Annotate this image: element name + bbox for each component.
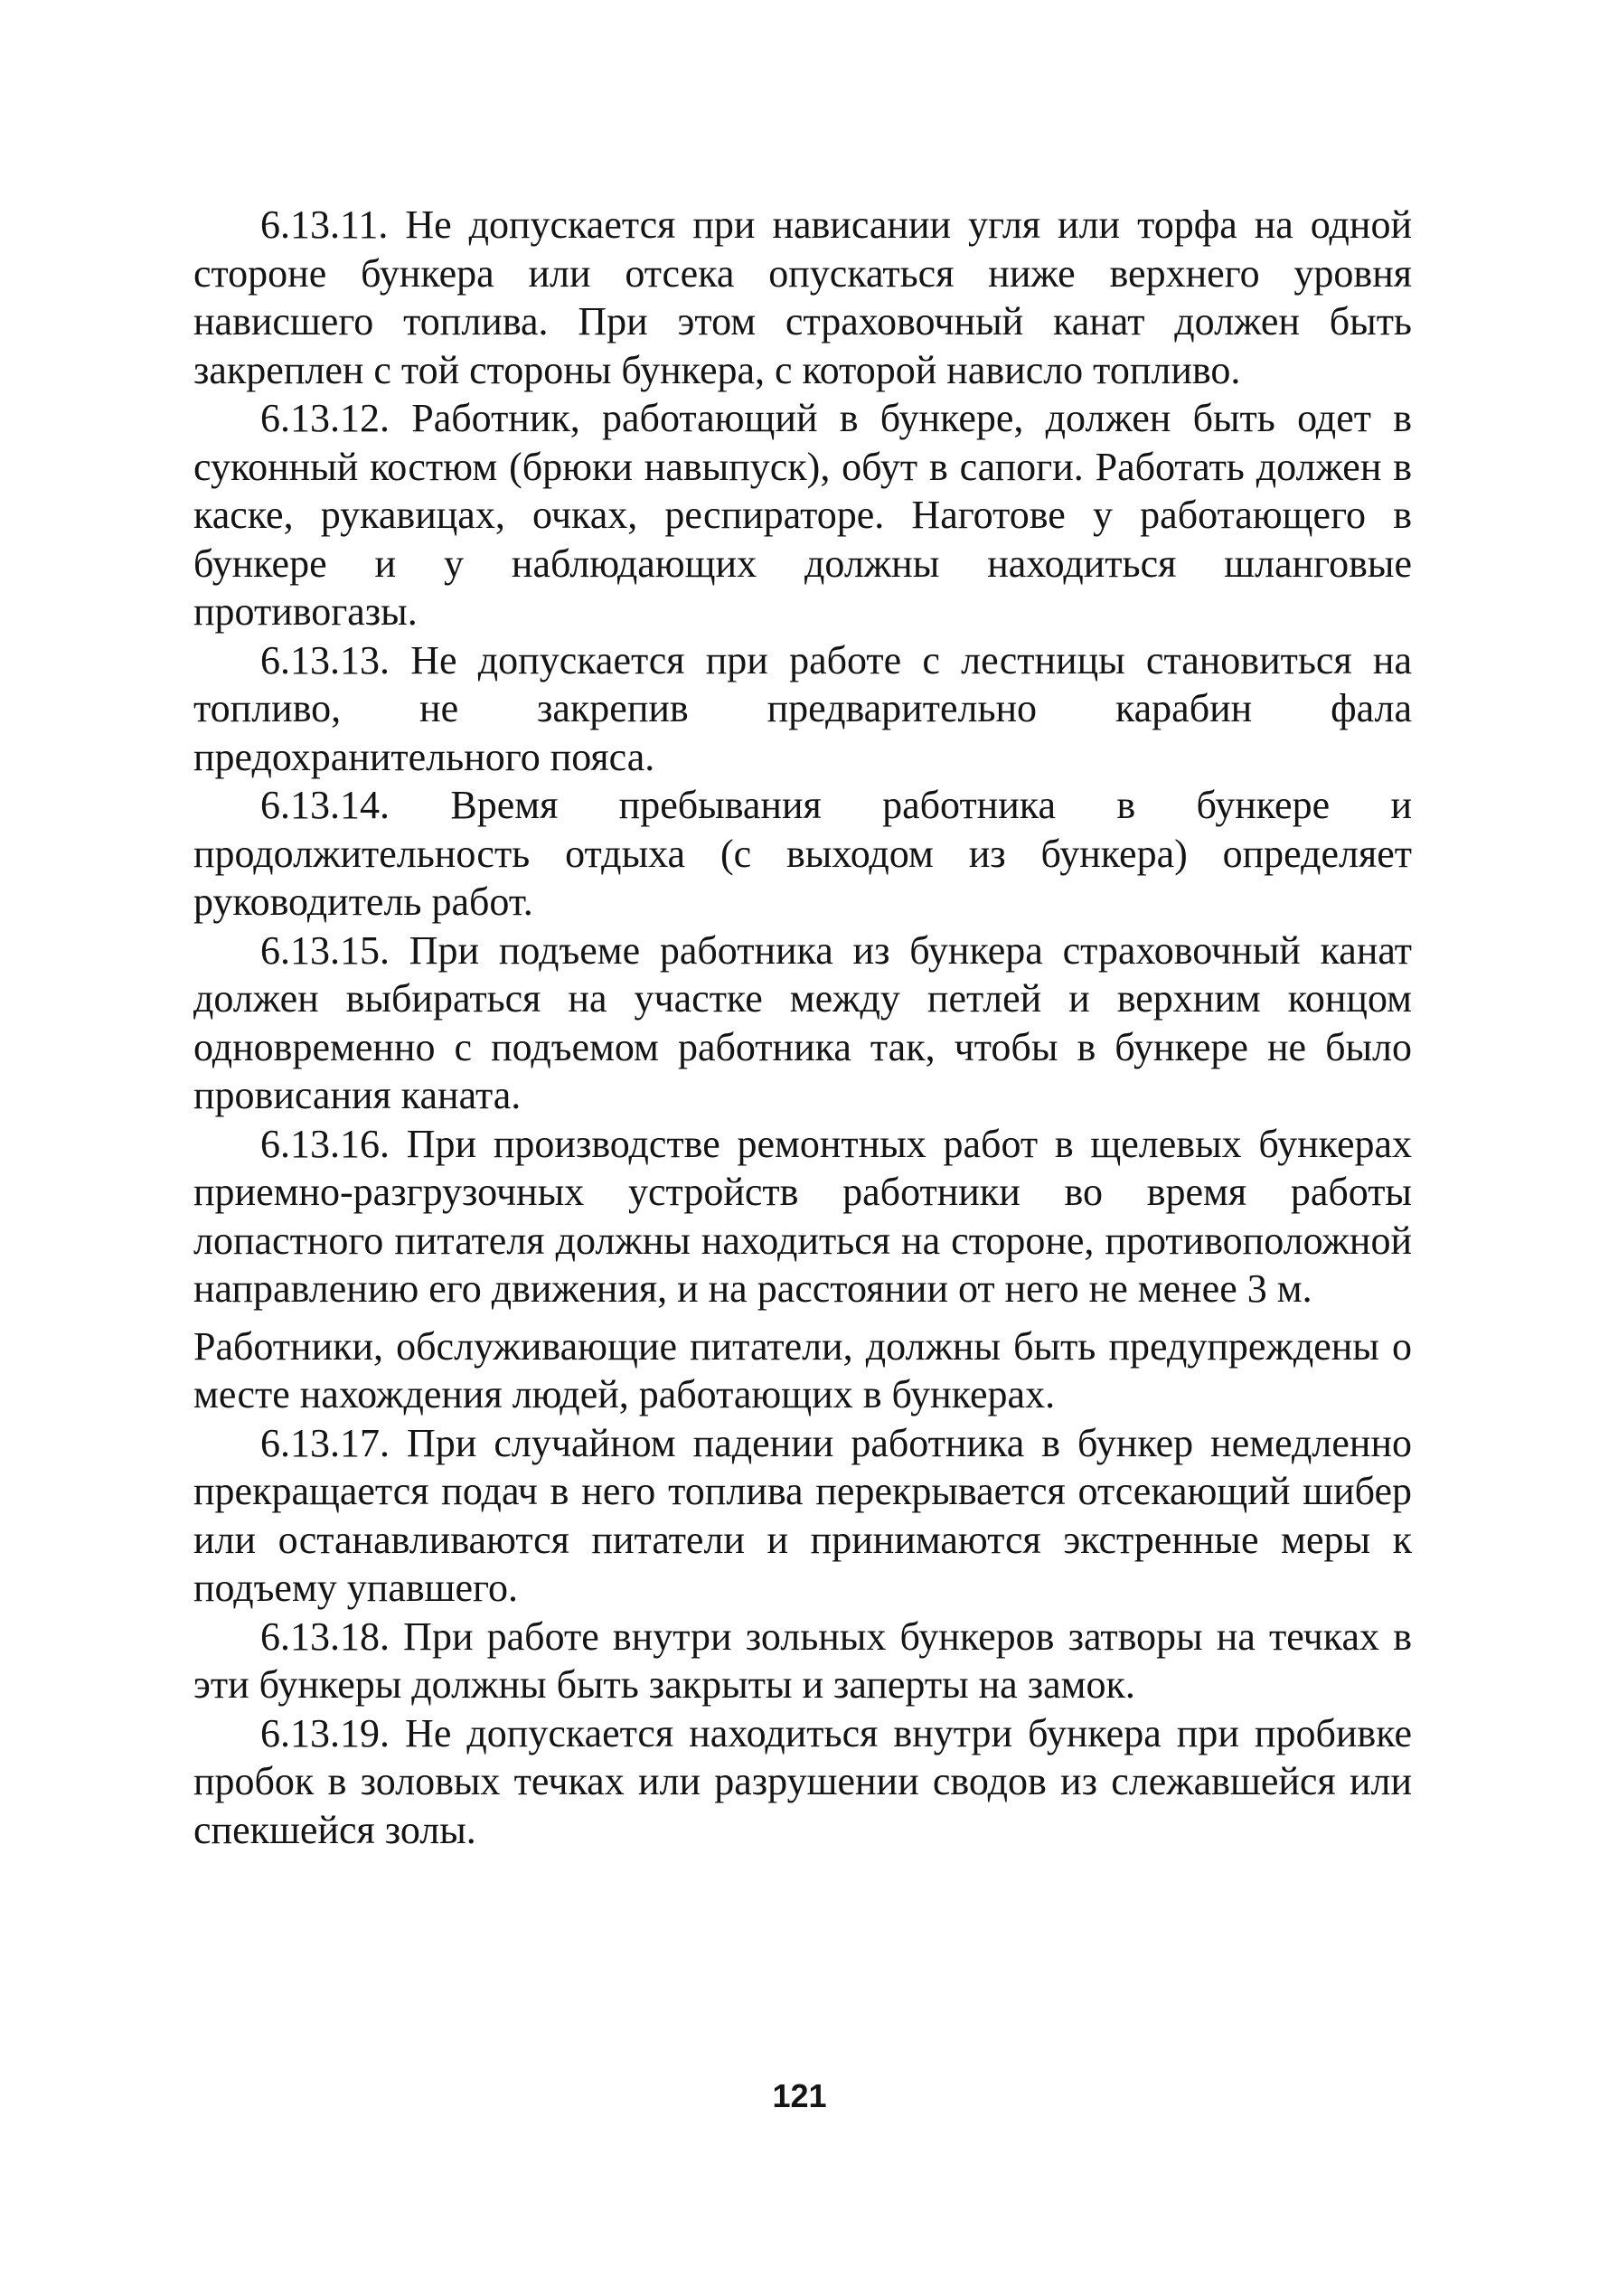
paragraph-6-13-12: 6.13.12. Работник, работающий в бункере, должен быть одет в суконный костюм (брюки навыпуск), обут в сапоги. Работать должен в каске, рукавицах, очках, респираторе. Наготове у работающего в бункере и у наблюдающих должны находиться шланговые противогазы. (193, 396, 1412, 634)
body-text (193, 201, 1412, 1854)
paragraph-6-13-16: 6.13.16. При производстве ремонтных работ в щелевых бункерах приемно-разгрузочных устройств работники во время работы лопастного питателя должны находиться на стороне, противоположной направлению его движения, и на расстоянии от него не менее 3 м. (193, 1121, 1412, 1311)
paragraph-6-13-17: 6.13.17. При случайном падении работника в бункер немедленно прекращается подач в него топлива перекрывается отсекающий шибер или останавливаются питатели и принимаются экстренные меры к подъему упавшего. (193, 1420, 1412, 1610)
paragraph-6-13-13: 6.13.13. Не допускается при работе с лестницы становиться на топливо, не закрепив предварительно карабин фала предохранительного пояса. (193, 637, 1412, 779)
paragraph-6-13-19: 6.13.19. Не допускается находиться внутри бункера при пробивке пробок в золовых течках или разрушении сводов из слежавшейся или спекшейся золы. (193, 1710, 1412, 1852)
paragraph-6-13-15: 6.13.15. При подъеме работника из бункера страховочный канат должен выбираться на участке между петлей и верхним концом одновременно с подъемом работника так, чтобы в бункере не было провисания каната. (193, 927, 1412, 1117)
paragraph-6-13-14: 6.13.14. Время пребывания работника в бункере и продолжительность отдыха (с выходом из бункера) определяет руководитель работ. (193, 783, 1412, 924)
paragraph-6-13-18: 6.13.18. При работе внутри зольных бункеров затворы на течках в эти бункеры должны быть закрыты и заперты на замок. (193, 1614, 1412, 1707)
paragraph-workers-warning: Работники, обслуживающие питатели, должны быть предупреждены о месте нахождения людей, работающих в бункерах. (193, 1323, 1412, 1416)
paragraph-6-13-11: 6.13.11. Не допускается при нависании угля или торфа на одной стороне бункера или отсека опускаться ниже верхнего уровня нависшего топлива. При этом страховочный канат должен быть закреплен с той стороны бункера, с которой нависло топливо. (193, 202, 1412, 392)
page-number: 121 (772, 2077, 827, 2114)
